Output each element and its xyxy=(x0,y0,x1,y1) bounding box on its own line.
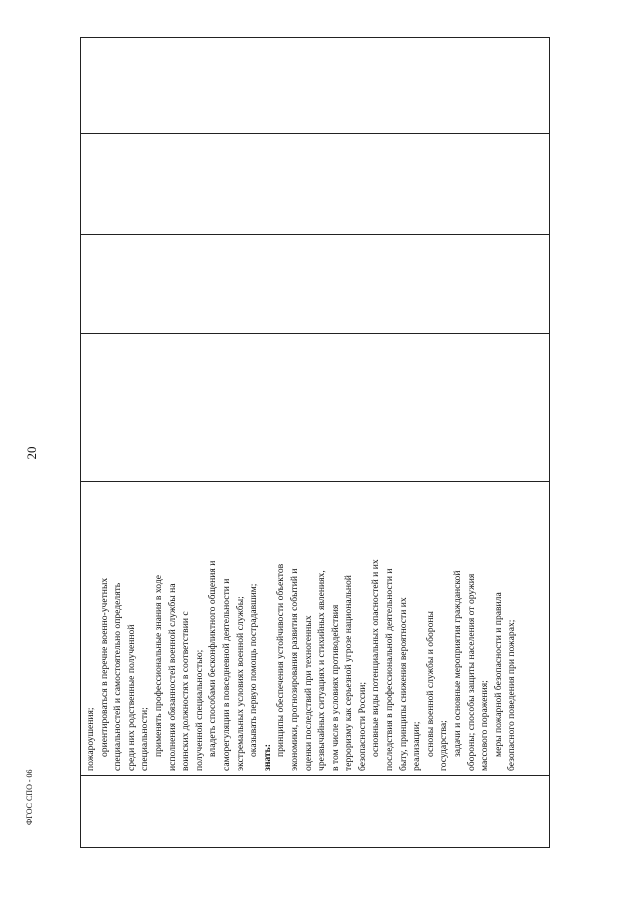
text-line: массового поражения; xyxy=(479,680,491,771)
text-line: исполнения обязанностей военной службы на xyxy=(166,583,178,771)
text-line: основные виды потенциальных опасностей и их xyxy=(370,559,382,757)
text-line: безопасности России; xyxy=(356,681,368,771)
table-cell-empty-2 xyxy=(81,334,550,482)
text-line: оценки последствий при техногенных xyxy=(302,615,314,771)
text-line: саморегуляции в повседневной деятельности и xyxy=(220,578,232,771)
requirements-table xyxy=(80,38,550,848)
text-line: государства; xyxy=(438,720,450,771)
text-line: чрезвычайных ситуациях и стихийных явлениях, xyxy=(316,570,328,771)
text-line: владеть способами бесконфликтного общения и xyxy=(207,560,219,757)
text-line: в том числе в условиях противодействия xyxy=(329,604,341,771)
text-line: экономики, прогнозирования развития событий и xyxy=(288,568,300,771)
text-line: реализации; xyxy=(411,721,423,771)
text-line: меры пожарной безопасности и правила xyxy=(492,592,504,757)
table-grid xyxy=(80,37,550,848)
text-line: специальностей и самостоятельно определять xyxy=(112,582,124,771)
text-line: пожароушения; xyxy=(85,707,96,771)
table-cell-empty-3 xyxy=(81,235,550,334)
text-line: полученной специальностью; xyxy=(193,649,205,771)
text-line: оказывать первую помощь пострадавшим; xyxy=(248,583,260,757)
text-line: последствия в профессиональной деятельности и xyxy=(384,568,396,771)
text-line: быту, принципы снижения вероятности их xyxy=(397,597,409,771)
text-line: воинских должностях в соответствии с xyxy=(180,611,192,771)
table-cell-empty-4 xyxy=(81,134,550,235)
text-line: знать: xyxy=(261,744,273,771)
competency-text xyxy=(81,482,519,775)
text-line: ориентироваться в перечне военно-учетных xyxy=(98,577,110,757)
table-cell-empty-5 xyxy=(81,38,550,134)
text-line: среди них родственные полученной xyxy=(125,624,137,771)
text-line: терроризму как серьезной угрозе национальной xyxy=(343,575,355,771)
text-line: безопасного поведения при пожарах; xyxy=(506,619,518,771)
table-cell-empty-1 xyxy=(81,776,550,848)
text-line: принципы обеспечения устойчивости объектов xyxy=(275,563,287,757)
text-line: специальности; xyxy=(139,707,151,771)
text-line: задачи и основные мероприятия гражданской xyxy=(452,570,464,757)
text-line: обороны; способы защиты населения от оружия xyxy=(465,573,477,771)
table-cell-content xyxy=(81,482,550,776)
text-line: экстремальных условиях военной службы; xyxy=(234,596,246,771)
text-line: основы военной службы и обороны xyxy=(424,611,436,757)
page-number: 20 xyxy=(24,446,39,460)
text-line: применять профессиональные знания в ходе xyxy=(152,575,164,757)
footer-code: ФГОС СПО - 06 xyxy=(25,769,34,825)
